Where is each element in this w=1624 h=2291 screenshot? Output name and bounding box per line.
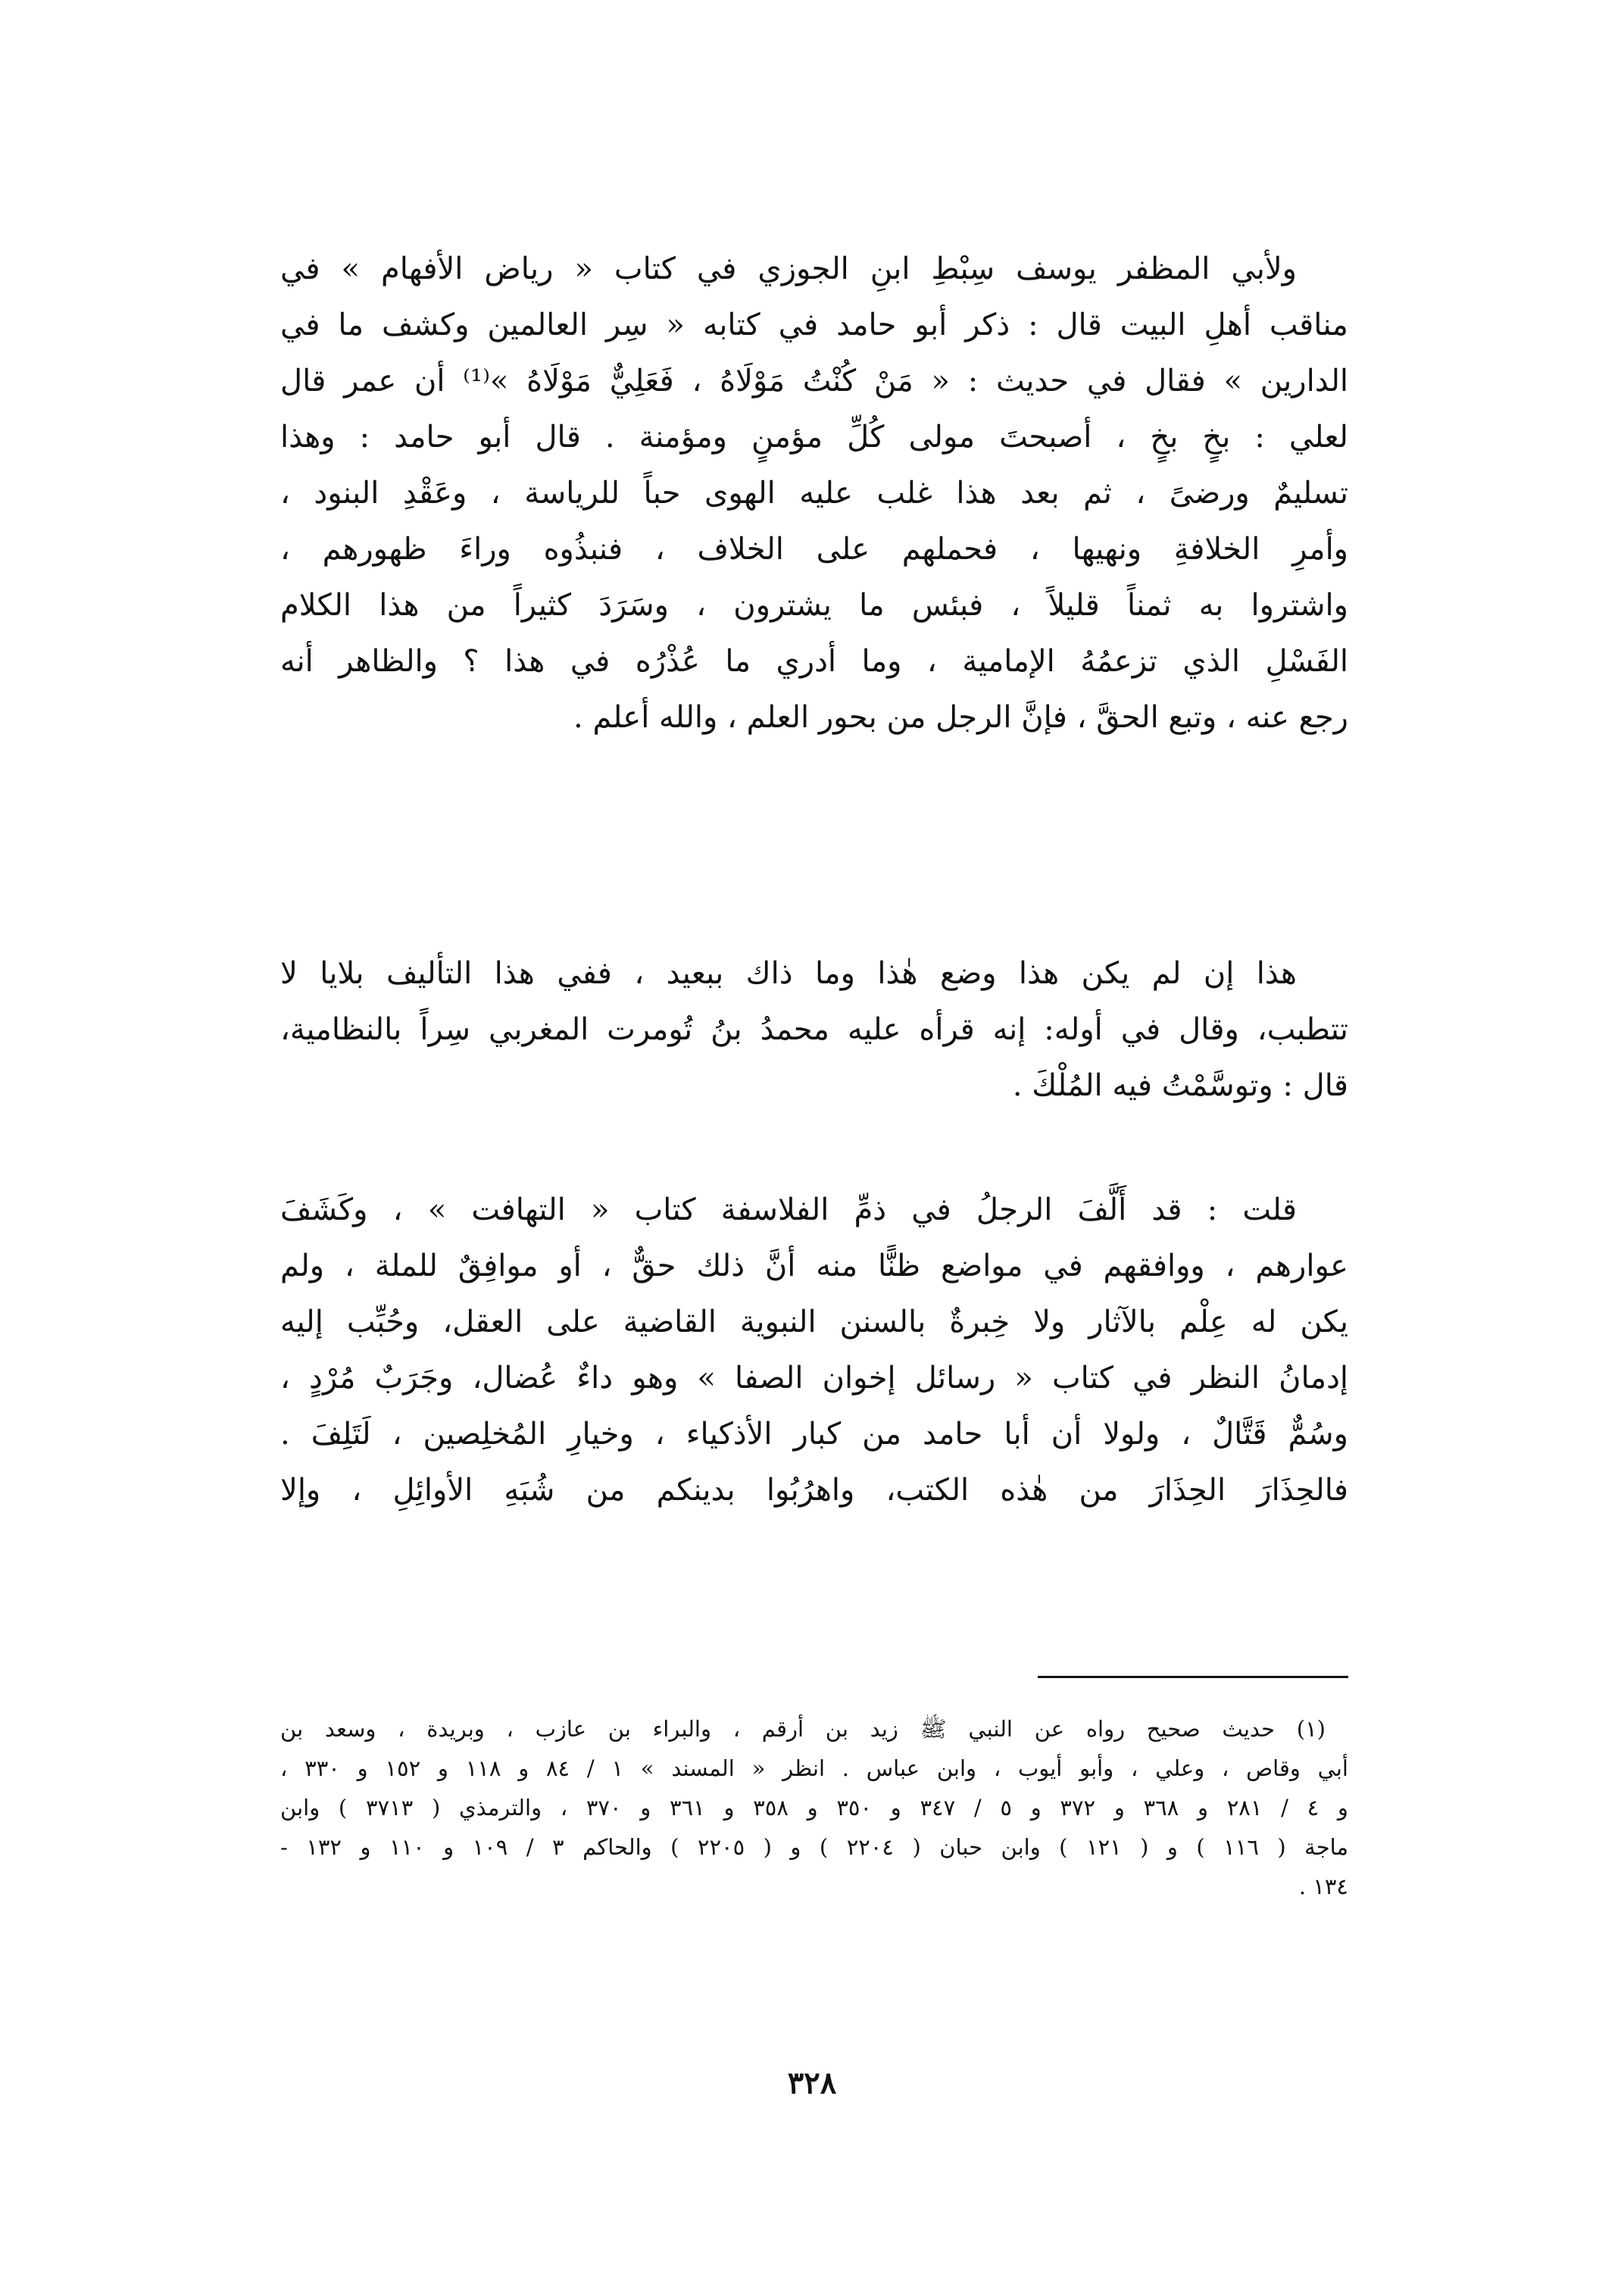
text-line: الفَسْلِ الذي تزعمُهُ الإمامية ، وما أدري ما عُذْرُه في هذا ؟ والظاهر أنه xyxy=(280,644,1348,679)
text-line: رجع عنه ، وتبع الحقَّ ، فإنَّ الرجل من بحور العلم ، والله أعلم . xyxy=(573,700,1348,735)
text-line: مناقب أهلِ البيت قال : ذكر أبو حامد في كتابه « سِر العالمين وكشف ما في xyxy=(280,308,1348,342)
footnote-line: ماجة ( ١١٦ ) و ( ١٢١ ) وابن حبان ( ٢٢٠٤ ) و ( ٢٢٠٥ ) والحاكم ٣ / ١٠٩ و ١١٠ و ١٣٢ - xyxy=(280,1834,1348,1860)
paragraph-1 xyxy=(280,241,1348,745)
paragraph-2 xyxy=(280,945,1348,1114)
text-line: إدمانُ النظر في كتاب « رسائل إخوان الصفا » وهو داءٌ عُضال، وجَرَبٌ مُرْدٍ ، xyxy=(280,1361,1348,1396)
footnotes xyxy=(280,1709,1348,1906)
text-line: الدارين » فقال في حديث : « مَنْ كُنْتُ مَوْلَاهُ ، فَعَلِيٌّ مَوْلَاهُ »⁽¹⁾ أن عمر قال xyxy=(280,364,1348,399)
footnote-line: أبي وقاص ، وعلي ، وأبو أيوب ، وابن عباس . انظر « المسند » ١ / ٨٤ و ١١٨ و ١٥٢ و ٣٣٠ ، xyxy=(280,1755,1348,1781)
text-line: تسليمٌ ورضىً ، ثم بعد هذا غلب عليه الهوى حباً للرياسة ، وعَقْدِ البنود ، xyxy=(280,476,1348,511)
footnote-separator xyxy=(1038,1676,1348,1678)
text-line: لعلي : بخٍ بخٍ ، أصبحتَ مولى كُلِّ مؤمنٍ ومؤمنة . قال أبو حامد : وهذا xyxy=(280,420,1348,455)
footnote-line: و ٤ / ٢٨١ و ٣٦٨ و ٣٧٢ و ٥ / ٣٤٧ و ٣٥٠ و ٣٥٨ و ٣٦١ و ٣٧٠ ، والترمذي ( ٣٧١٣ ) وابن xyxy=(280,1795,1348,1821)
text-line: يكن له عِلْم بالآثار ولا خِبرةٌ بالسنن النبوية القاضية على العقل، وحُبِّب إليه xyxy=(280,1305,1348,1339)
page-number: ٣٢٨ xyxy=(787,2065,837,2101)
text-line: قلت : قد أَلَّفَ الرجلُ في ذمِّ الفلاسفة كتاب « التهافت » ، وكَشَفَ xyxy=(280,1192,1297,1227)
text-line: واشتروا به ثمناً قليلاً ، فبئس ما يشترون ، وسَرَدَ كثيراً من هذا الكلام xyxy=(280,588,1348,623)
text-line: هذا إن لم يكن هذا وضع هٰذا وما ذاك ببعيد ، ففي هذا التأليف بلايا لا xyxy=(280,956,1297,991)
text-line: وسُمٌّ قَتَّالٌ ، ولولا أن أبا حامد من كبار الأذكياء ، وخيارِ المُخلِصين ، لَتَلِفَ . xyxy=(280,1417,1348,1452)
text-line: عوارهم ، ووافقهم في مواضع ظنًّا منه أنَّ ذلك حقٌّ ، أو موافِقٌ للملة ، ولم xyxy=(280,1249,1348,1283)
footnote-line: (١) حديث صحيح رواه عن النبي ﷺ زيد بن أرقم ، والبراء بن عازب ، وبريدة ، وسعد بن xyxy=(280,1716,1326,1742)
text-line: تتطبب، وقال في أوله: إنه قرأه عليه محمدُ بنُ تُومرت المغربي سِراً بالنظامية، xyxy=(280,1012,1348,1047)
footnote-line: ١٣٤ . xyxy=(1298,1874,1348,1899)
text-line: فالحِذَارَ الحِذَارَ من هٰذه الكتب، واهرُبُوا بدينكم من شُبَهِ الأوائِلِ ، وإلا xyxy=(280,1473,1348,1508)
text-line: وأمرِ الخلافةِ ونهيها ، فحملهم على الخلاف ، فنبذُوه وراءَ ظهورهم ، xyxy=(280,532,1348,567)
text-line: ولأبي المظفر يوسف سِبْطِ ابنِ الجوزي في كتاب « رياض الأفهام » في xyxy=(280,252,1297,286)
text-line: قال : وتوسَّمْتُ فيه المُلْكَ . xyxy=(1012,1068,1348,1103)
paragraph-3 xyxy=(280,1182,1348,1518)
